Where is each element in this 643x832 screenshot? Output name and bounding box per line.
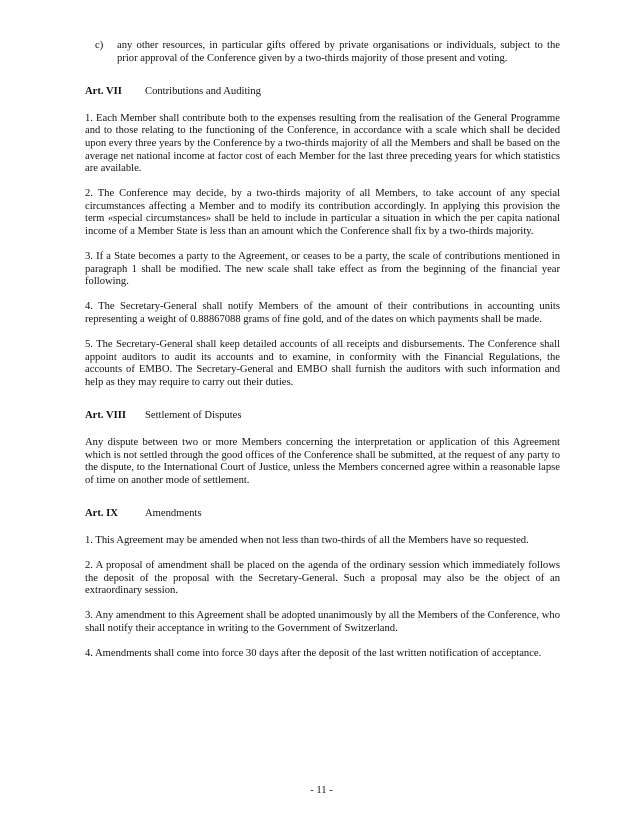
paragraph: 3. Any amendment to this Agreement shall be adopted unanimously by all the Members of the Conference, who shall notify their acceptance in writing to the Government of Switzerland. — [85, 610, 560, 634]
paragraph: 5. The Secretary-General shall keep detailed accounts of all receipts and disbursements. The Conference shall appoint auditors to audit its accounts and to examine, in conformity with the Financial Regulations, the accounts of EMBO. The Secretary-General and EMBO shall furnish the auditors with such information and help as they may require to carry out their duties. — [85, 339, 560, 388]
document-body — [85, 40, 560, 673]
list-item-text: any other resources, in particular gifts offered by private organisations or individuals, subject to the prior approval of the Conference given by a two-thirds majority of those present and voting. — [117, 40, 560, 64]
paragraph: 3. If a State becomes a party to the Agreement, or ceases to be a party, the scale of contributions mentioned in paragraph 1 shall be modified. The new scale shall take effect as from the beginning of the financial year following. — [85, 251, 560, 288]
paragraph: 2. A proposal of amendment shall be placed on the agenda of the ordinary session which immediately follows the deposit of the proposal with the Secretary-General. Such a proposal may also be the object of an extraordinary session. — [85, 560, 560, 597]
article-heading-vii — [85, 86, 560, 99]
article-number: Art. VIII — [85, 410, 127, 422]
page-number: - 11 - — [310, 785, 333, 796]
paragraph: 2. The Conference may decide, by a two-thirds majority of all Members, to take account of any special circumstances affecting a Member and to modify its contribution accordingly. In applying this provision the term «special circumstances» shall be held to include in particular a situation in which the per capita national income of a Member State is less than an amount which the Conference shall fix by a two-thirds majority. — [85, 188, 560, 238]
paragraph: 4. The Secretary-General shall notify Members of the amount of their contributions in accounting units representing a weight of 0.88867088 grams of fine gold, and of the dates on which payments shall be made. — [85, 301, 560, 325]
article-title: Amendments — [145, 508, 202, 520]
article-heading-viii — [85, 410, 560, 423]
article-title: Settlement of Disputes — [145, 410, 242, 422]
list-item-c — [85, 40, 560, 65]
paragraph: 1. Each Member shall contribute both to the expenses resulting from the realisation of the General Programme and to those relating to the functioning of the Conference, in accordance with a scale which shall be decided upon every three years by the Conference by a two-thirds majority of all the Members and shall be based on the average net national income at factor cost of each Member for the last three preceding years for which statistics are available. — [85, 112, 560, 175]
article-title: Contributions and Auditing — [145, 86, 261, 98]
article-heading-ix — [85, 508, 560, 521]
list-item-label: c) — [95, 40, 104, 51]
paragraph: Any dispute between two or more Members concerning the interpretation or application of this Agreement which is not settled through the good offices of the Conference shall be submitted, at the request of any party to the dispute, to the International Court of Justice, unless the Members concerned agree within a reasonable lapse of time on another mode of settlement. — [85, 437, 560, 486]
paragraph: 4. Amendments shall come into force 30 days after the deposit of the last written notification of acceptance. — [85, 648, 542, 660]
article-number: Art. IX — [85, 508, 118, 520]
article-number: Art. VII — [85, 86, 122, 98]
paragraph: 1. This Agreement may be amended when not less than two-thirds of all the Members have so requested. — [85, 535, 529, 547]
